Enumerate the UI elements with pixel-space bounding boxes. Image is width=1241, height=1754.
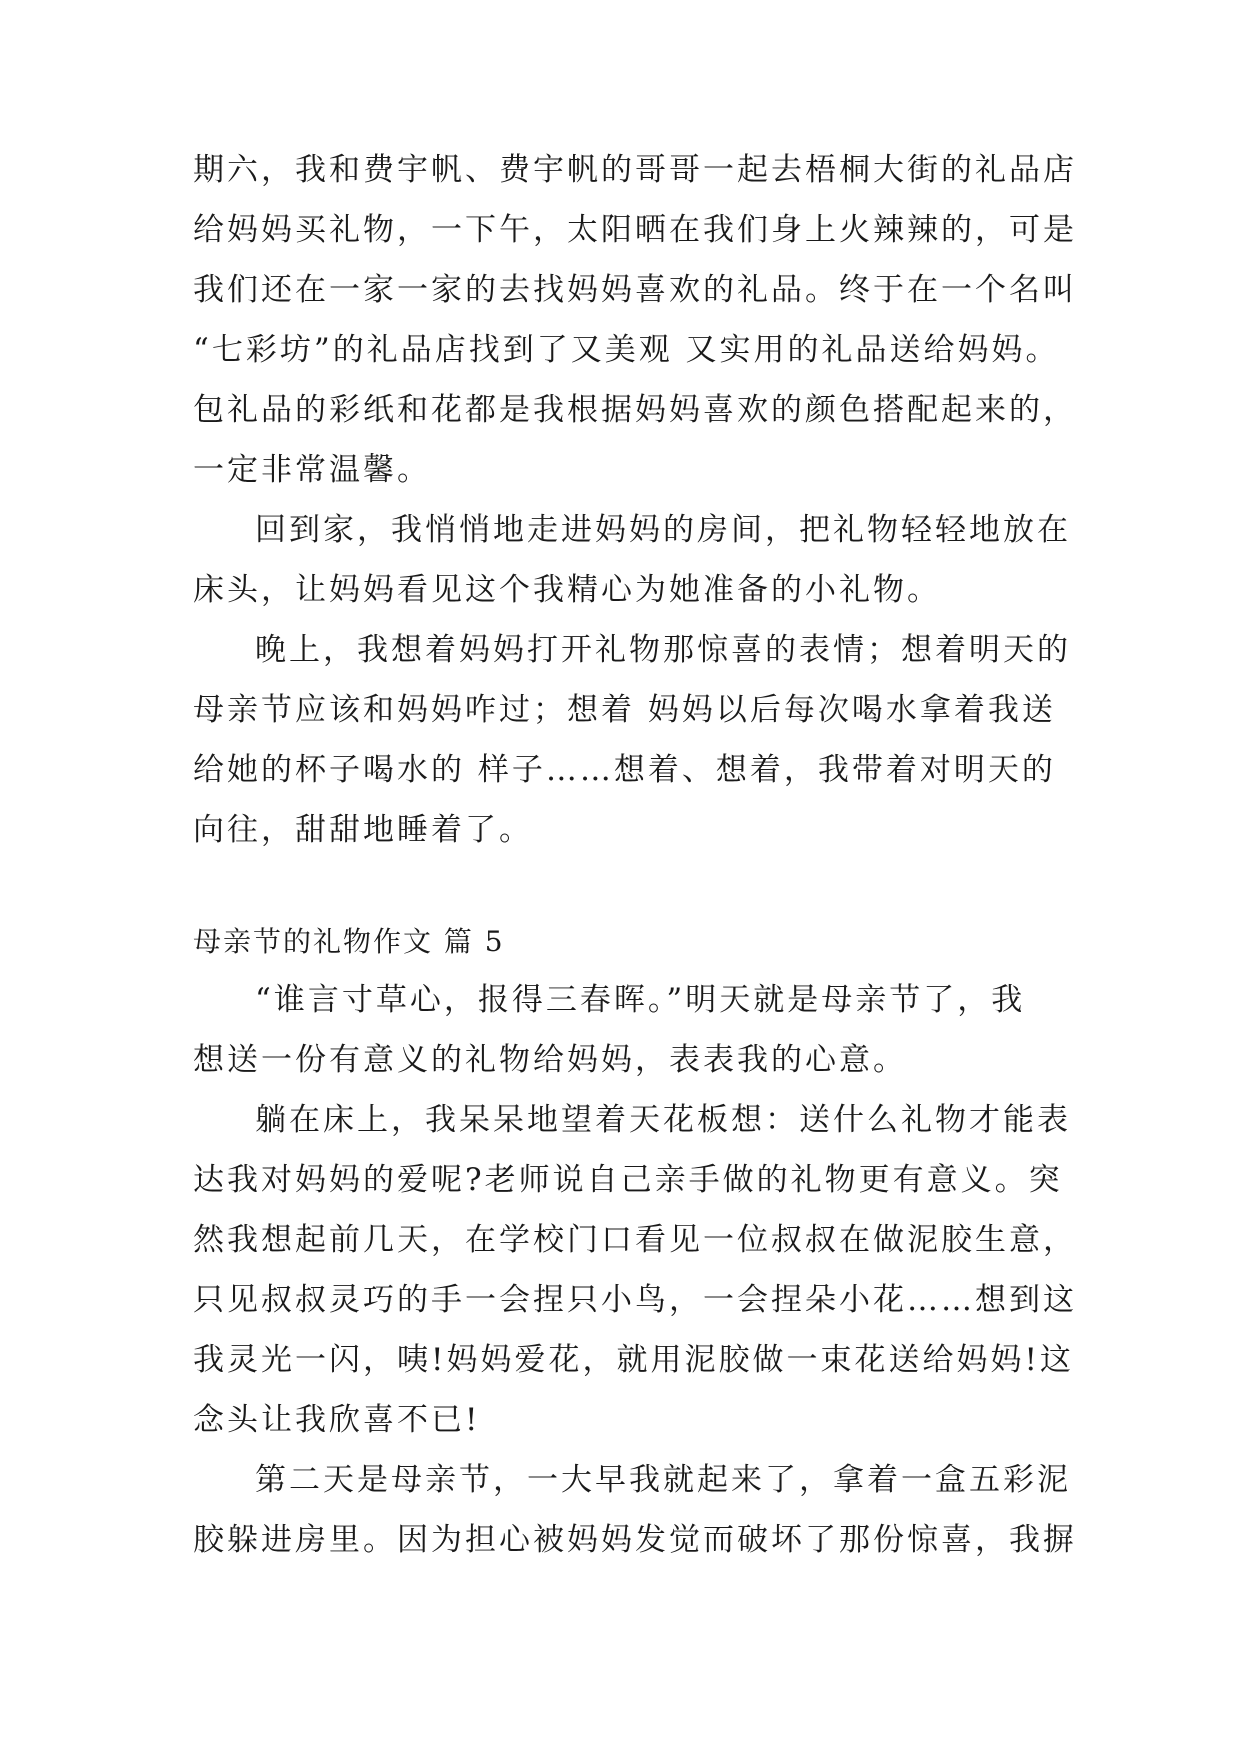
text-line: 包礼品的彩纸和花都是我根据妈妈喜欢的颜色搭配起来的，: [193, 392, 1077, 428]
text-line: 胶躲进房里。因为担心被妈妈发觉而破坏了那份惊喜，我摒: [193, 1522, 1077, 1558]
text-line: 一定非常温馨。: [193, 452, 431, 488]
text-line: 回到家，我悄悄地走进妈妈的房间，把礼物轻轻地放在: [255, 512, 1071, 548]
text-line: 给她的杯子喝水的 样子……想着、想着，我带着对明天的: [193, 752, 1056, 788]
text-line: 第二天是母亲节，一大早我就起来了，拿着一盒五彩泥: [255, 1462, 1071, 1498]
text-line: 床头，让妈妈看见这个我精心为她准备的小礼物。: [193, 572, 941, 608]
text-line: 母亲节应该和妈妈咋过；想着 妈妈以后每次喝水拿着我送: [193, 692, 1056, 728]
text-line: 给妈妈买礼物，一下午，太阳晒在我们身上火辣辣的，可是: [193, 212, 1077, 248]
text-line: 向往，甜甜地睡着了。: [193, 812, 533, 848]
text-line: 念头让我欣喜不已!: [193, 1402, 481, 1438]
text-line: 期六，我和费宇帆、费宇帆的哥哥一起去梧桐大街的礼品店: [193, 152, 1077, 188]
text-line: 我们还在一家一家的去找妈妈喜欢的礼品。终于在一个名叫: [193, 272, 1077, 308]
text-line: “谁言寸草心，报得三春晖。”明天就是母亲节了，我: [255, 982, 1026, 1018]
text-line: 我灵光一闪，咦!妈妈爱花，就用泥胶做一束花送给妈妈!这: [193, 1342, 1074, 1378]
text-line: 只见叔叔灵巧的手一会捏只小鸟，一会捏朵小花……想到这: [193, 1282, 1077, 1318]
text-line: 想送一份有意义的礼物给妈妈，表表我的心意。: [193, 1042, 907, 1078]
text-line: 达我对妈妈的爱呢?老师说自己亲手做的礼物更有意义。突: [193, 1162, 1063, 1198]
text-line: 晚上，我想着妈妈打开礼物那惊喜的表情；想着明天的: [255, 632, 1071, 668]
text-line: “七彩坊”的礼品店找到了又美观 又实用的礼品送给妈妈。: [193, 332, 1060, 368]
text-line: 躺在床上，我呆呆地望着天花板想：送什么礼物才能表: [255, 1102, 1071, 1138]
section-title: 母亲节的礼物作文 篇 5: [193, 925, 505, 958]
text-line: 然我想起前几天，在学校门口看见一位叔叔在做泥胶生意，: [193, 1222, 1077, 1258]
